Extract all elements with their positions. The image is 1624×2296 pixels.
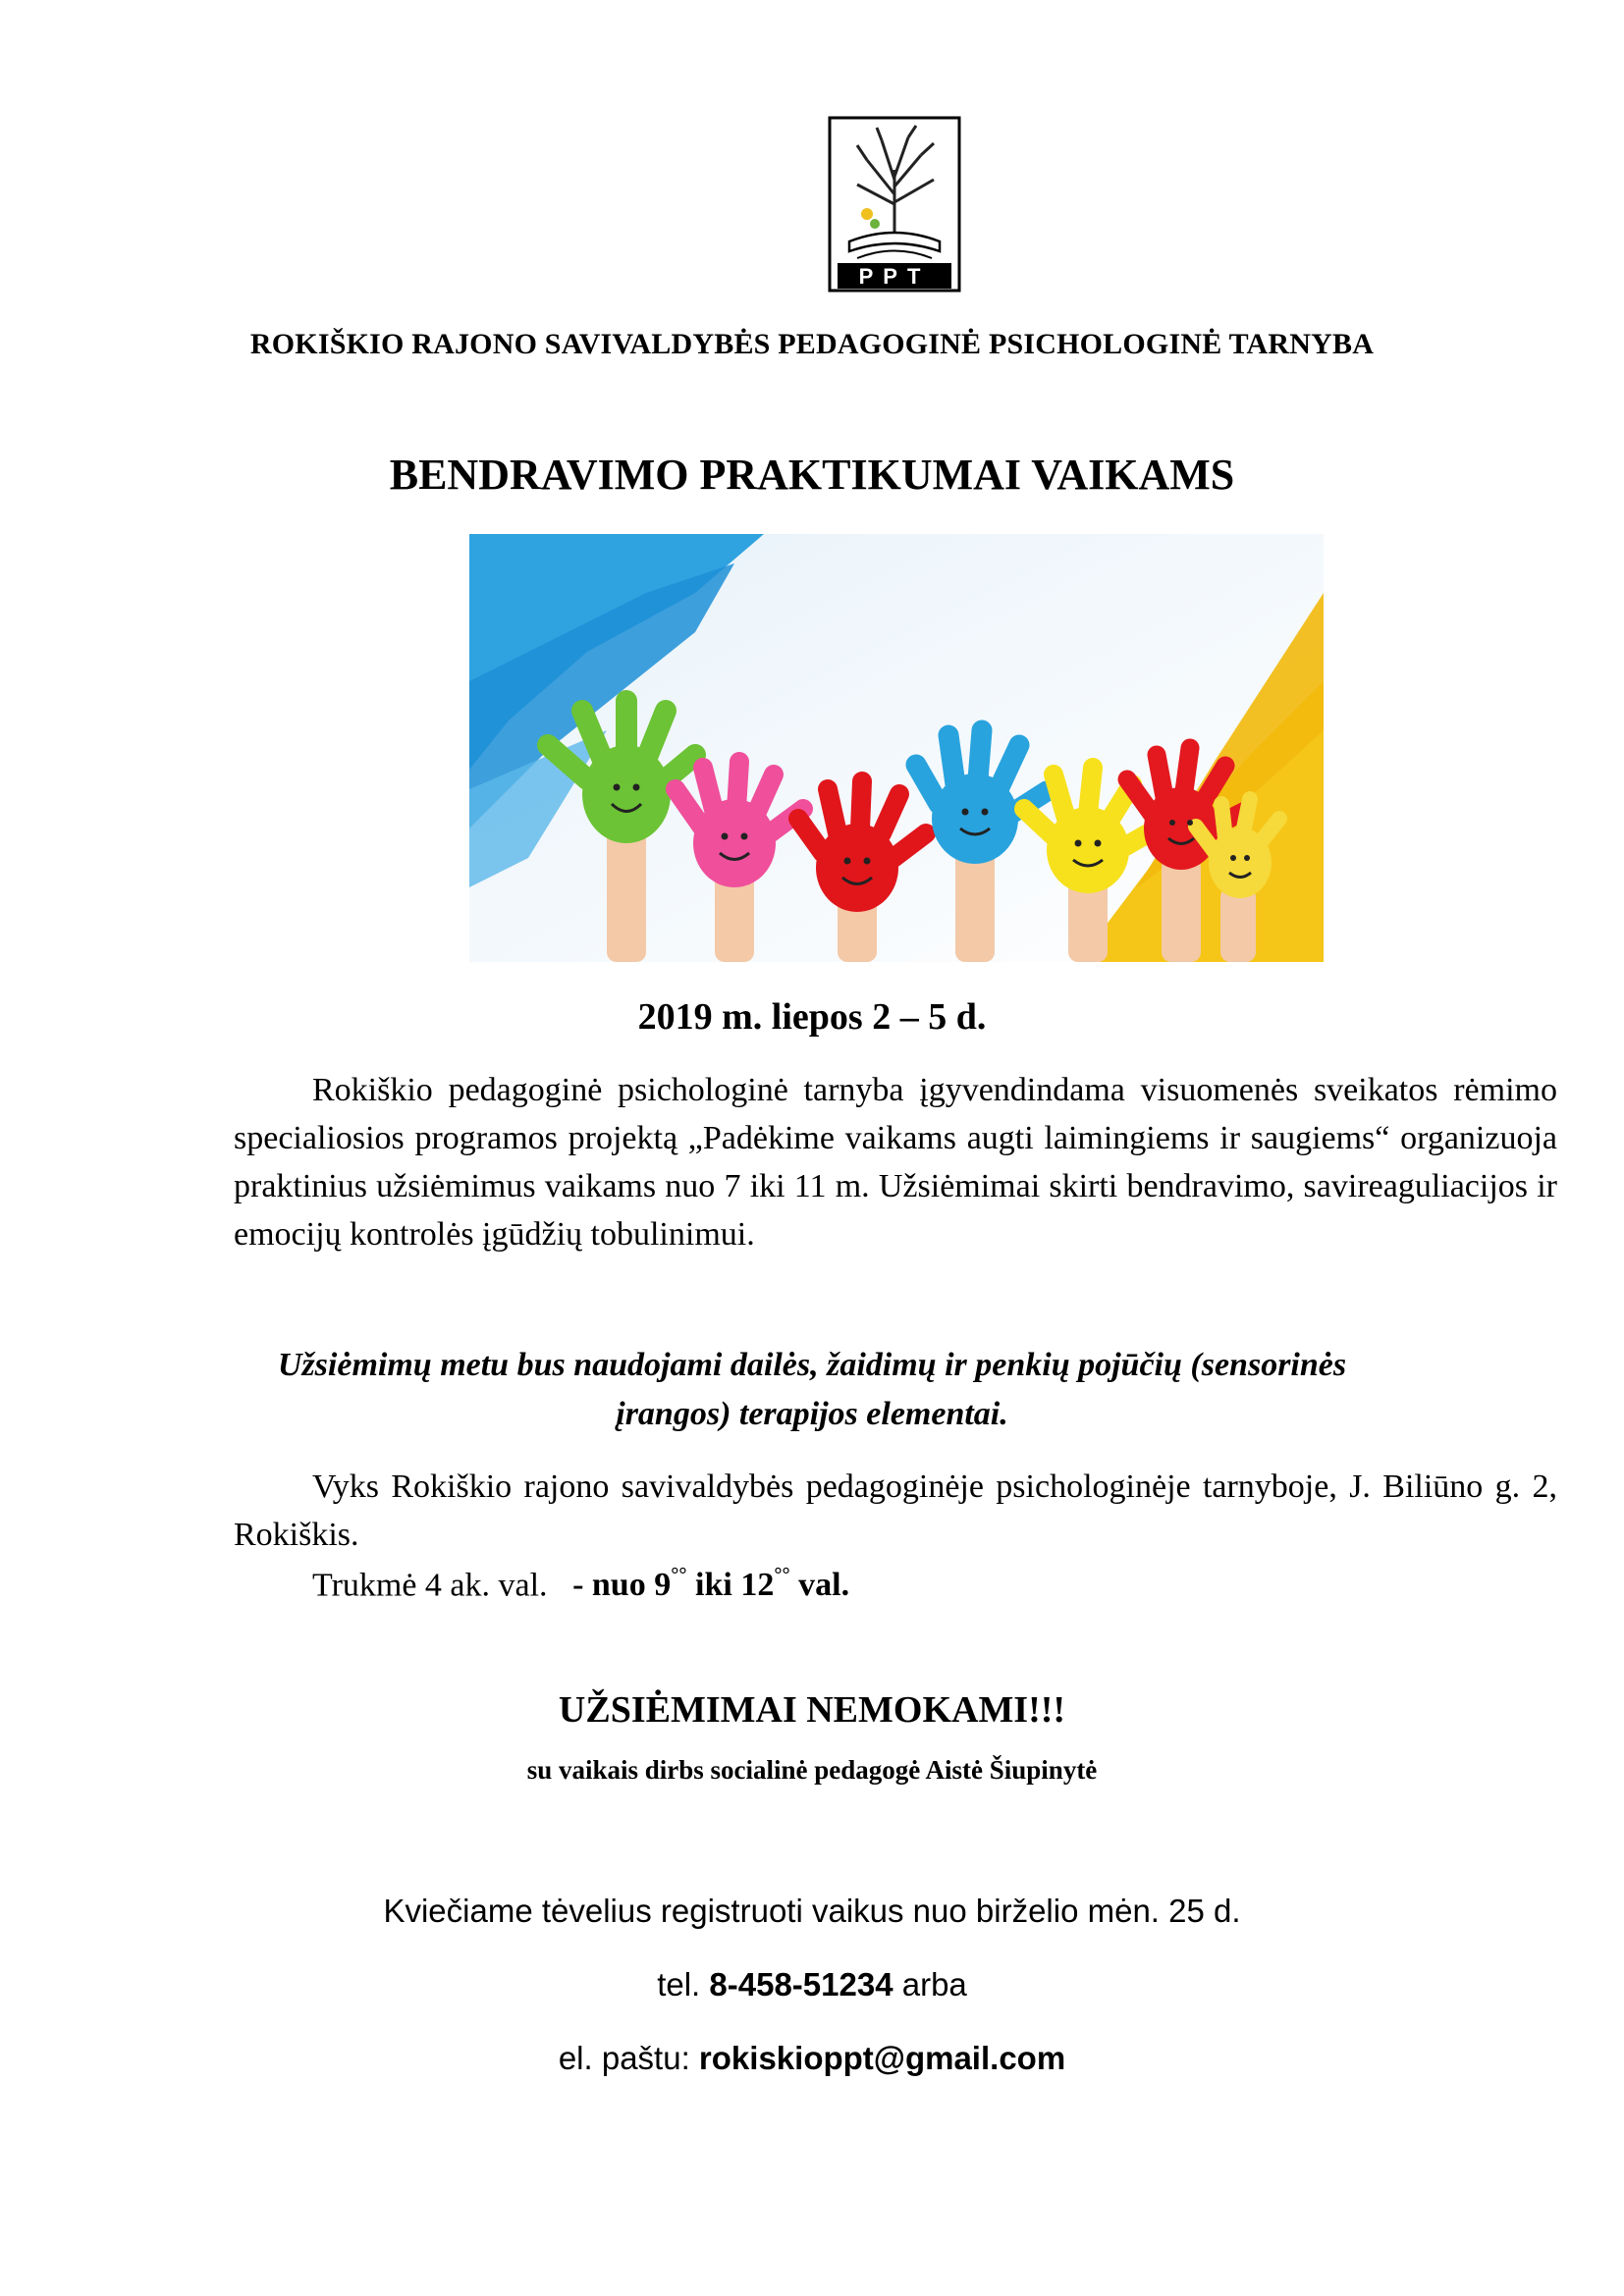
venue-paragraph: Vyks Rokiškio rajono savivaldybės pedagoginėje psichologinėje tarnyboje, J. Biliūno g. 2, Rokiškis. (234, 1468, 1557, 1553)
intro-paragraph: Rokiškio pedagoginė psichologinė tarnyba įgyvendindama visuomenės sveikatos rėmimo specialiosios programos projektą „Padėkime vaikams augti laimingiems ir saugiems“ organizuoja praktinius užsiėmimus vaikams nuo 7 iki 11 m. Užsiėmimai skirti bendravimo, savireaguliacijos ir emocijų kontrolės įgūdžių tobulinimui. (234, 1072, 1557, 1253)
duration-line (312, 1565, 849, 1604)
page-title: BENDRAVIMO PRAKTIKUMAI VAIKAMS (389, 451, 1235, 499)
painted-hands-photo (469, 534, 1324, 962)
phone-number[interactable]: 8-458-51234 (709, 1966, 893, 2002)
organization-name: ROKIŠKIO RAJONO SAVIVALDYBĖS PEDAGOGINĖ PSICHOLOGINĖ TARNYBA (249, 328, 1375, 360)
free-notice: UŽSIĖMIMAI NEMOKAMI!!! (558, 1689, 1066, 1731)
duration-label: Trukmė 4 ak. val. (312, 1567, 548, 1604)
teacher-note: su vaikais dirbs socialinė pedagogė Aistė Šiupinytė (526, 1755, 1098, 1785)
email-line: el. paštu: rokiskioppt@gmail.com (558, 2040, 1066, 2076)
logo-text: PPT (858, 264, 931, 289)
email-address[interactable]: rokiskioppt@gmail.com (698, 2040, 1066, 2076)
registration-invite: Kviečiame tėvelius registruoti vaikus nuo birželio mėn. 25 d. (383, 1893, 1241, 1929)
event-date: 2019 m. liepos 2 – 5 d. (637, 996, 987, 1038)
ppt-logo (828, 116, 961, 293)
duration-time: - nuo 9°° iki 12°° val. (572, 1565, 850, 1604)
methods-paragraph: Užsiėmimų metu bus naudojami dailės, žaidimų ir penkių pojūčių (sensorinės įrangos) terapijos elementai. (277, 1347, 1347, 1432)
phone-line: tel. 8-458-51234 arba (657, 1966, 967, 2002)
